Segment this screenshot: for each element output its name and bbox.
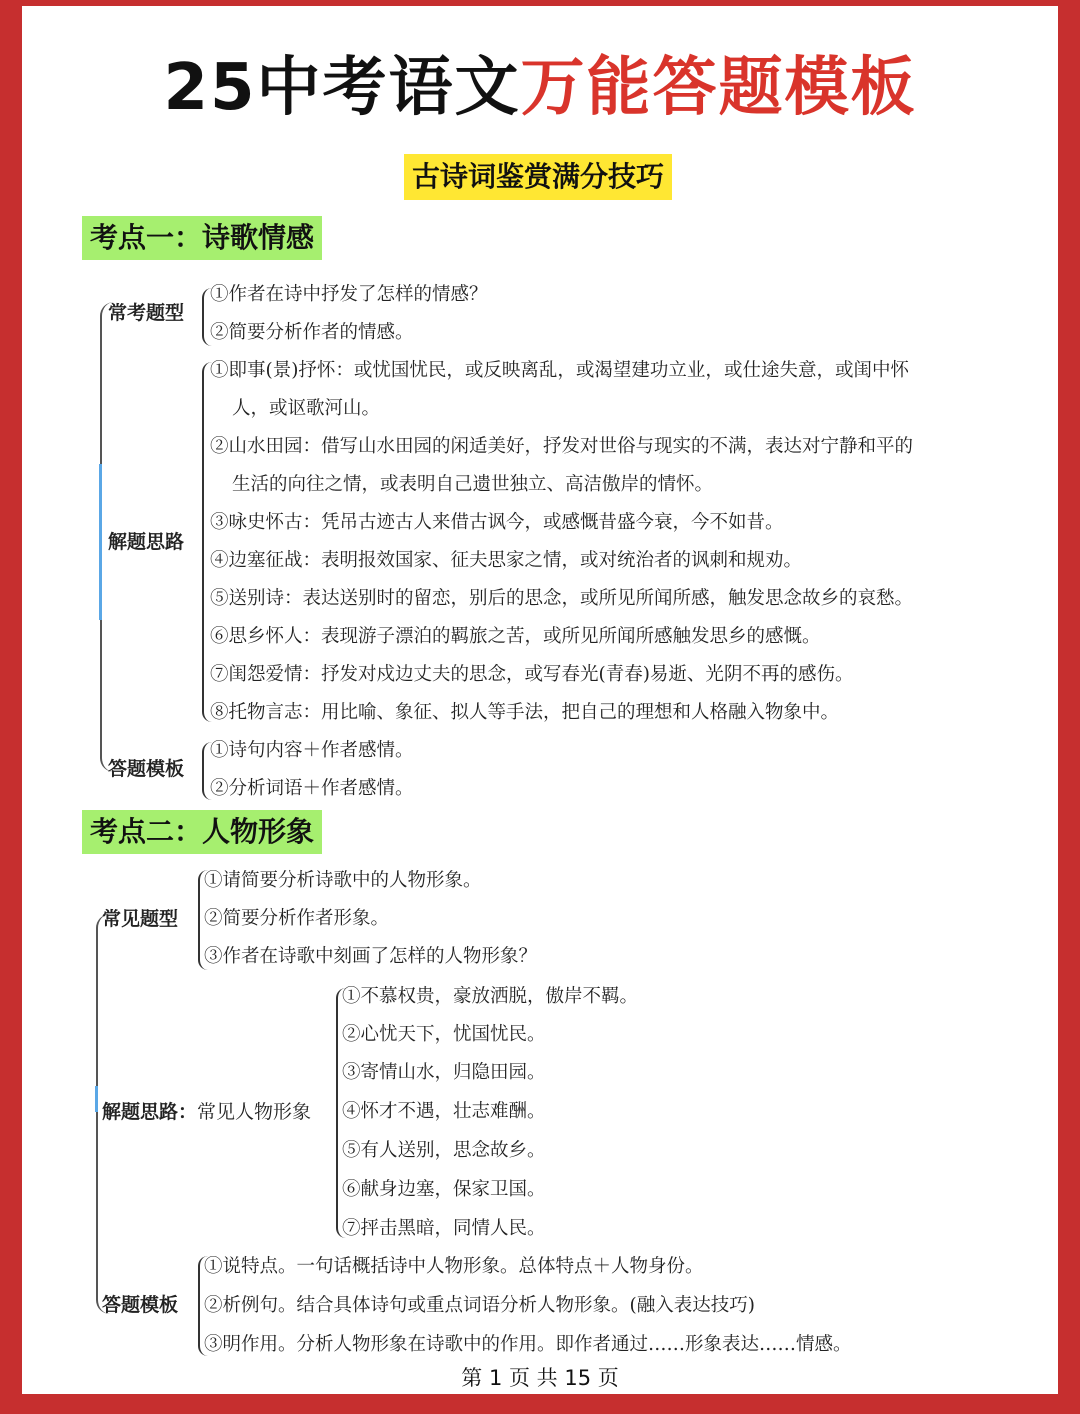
section1-approach-line-3: ②山水田园：借写山水田园的闲适美好，抒发对世俗与现实的不满，表达对宁静和平的 bbox=[210, 436, 914, 457]
section2-common-line-3: ③作者在诗歌中刻画了怎样的人物形象？ bbox=[204, 946, 538, 967]
section1-approach-line-7: ⑤送别诗：表达送别时的留恋，别后的思念，或所见所闻所感，触发思念故乡的哀愁。 bbox=[210, 588, 914, 609]
section2-approach-line-1: ①不慕权贵，豪放洒脱，傲岸不羁。 bbox=[342, 986, 639, 1007]
section2-common-line-2: ②简要分析作者形象。 bbox=[204, 908, 390, 929]
section1-common-line-2: ②简要分析作者的情感。 bbox=[210, 322, 414, 343]
section2-common-label: 常见题型 bbox=[102, 908, 179, 930]
section2-heading: 考点二：人物形象 bbox=[82, 810, 322, 854]
section2-approach-label-main: 解题思路： bbox=[102, 1101, 198, 1123]
title-black-part: 25中考语文 bbox=[163, 51, 521, 125]
section1-approach-line-9: ⑦闺怨爱情：抒发对戍边丈夫的思念，或写春光(青春)易逝、光阴不再的感伤。 bbox=[210, 664, 854, 685]
section2-approach-line-5: ⑤有人送别，思念故乡。 bbox=[342, 1140, 546, 1161]
section2-approach-line-2: ②心忧天下，忧国忧民。 bbox=[342, 1024, 546, 1045]
section1-approach-line-1: ①即事(景)抒怀：或忧国忧民，或反映离乱，或渴望建功立业，或仕途失意，或闺中怀 bbox=[210, 360, 909, 381]
section1-approach-line-10: ⑧托物言志：用比喻、象征、拟人等手法，把自己的理想和人格融入物象中。 bbox=[210, 702, 840, 723]
section1-approach-line-8: ⑥思乡怀人：表现游子漂泊的羁旅之苦，或所见所闻所感触发思乡的感慨。 bbox=[210, 626, 821, 647]
section1-common-label: 常考题型 bbox=[108, 302, 185, 324]
section2-approach-label-sub: 常见人物形象 bbox=[197, 1101, 312, 1123]
section1-template-label: 答题模板 bbox=[108, 758, 185, 780]
section1-template-line-2: ②分析词语＋作者感情。 bbox=[210, 778, 414, 799]
section1-approach-line-5: ③咏史怀古：凭吊古迹古人来借古讽今，或感慨昔盛今衰，今不如昔。 bbox=[210, 512, 784, 533]
subtitle-banner: 古诗词鉴赏满分技巧 bbox=[404, 154, 672, 200]
section2-common-line-1: ①请简要分析诗歌中的人物形象。 bbox=[204, 870, 482, 891]
section2-approach-label bbox=[102, 1099, 311, 1125]
section2-approach-line-3: ③寄情山水，归隐田园。 bbox=[342, 1062, 546, 1083]
section2-approach-line-4: ④怀才不遇，壮志难酬。 bbox=[342, 1101, 546, 1122]
section2-accent-bar bbox=[95, 1086, 98, 1112]
section1-template-line-1: ①诗句内容＋作者感情。 bbox=[210, 740, 414, 761]
section2-approach-line-7: ⑦抨击黑暗，同情人民。 bbox=[342, 1218, 546, 1239]
section1-approach-label: 解题思路 bbox=[108, 531, 185, 553]
page-number-footer: 第 1 页 共 15 页 bbox=[461, 1366, 619, 1390]
page-title bbox=[22, 48, 1058, 128]
section2-template-label: 答题模板 bbox=[102, 1294, 179, 1316]
section1-approach-line-4: 生活的向往之情，或表明自己遗世独立、高洁傲岸的情怀。 bbox=[232, 474, 714, 495]
section1-common-line-1: ①作者在诗中抒发了怎样的情感？ bbox=[210, 284, 488, 305]
section2-template-line-3: ③明作用。分析人物形象在诗歌中的作用。即作者通过……形象表达……情感。 bbox=[204, 1334, 852, 1355]
section2-template-line-2: ②析例句。结合具体诗句或重点词语分析人物形象。(融入表达技巧) bbox=[204, 1295, 755, 1316]
title-red-part: 万能答题模板 bbox=[520, 51, 917, 125]
section2-template-line-1: ①说特点。一句话概括诗中人物形象。总体特点＋人物身份。 bbox=[204, 1256, 704, 1277]
document-page bbox=[22, 6, 1058, 1394]
section1-heading: 考点一：诗歌情感 bbox=[82, 216, 322, 260]
section1-approach-line-6: ④边塞征战：表明报效国家、征夫思家之情，或对统治者的讽刺和规劝。 bbox=[210, 550, 803, 571]
section2-approach-line-6: ⑥献身边塞，保家卫国。 bbox=[342, 1179, 546, 1200]
section1-approach-line-2: 人，或讴歌河山。 bbox=[232, 398, 381, 419]
section1-accent-bar bbox=[99, 464, 102, 620]
